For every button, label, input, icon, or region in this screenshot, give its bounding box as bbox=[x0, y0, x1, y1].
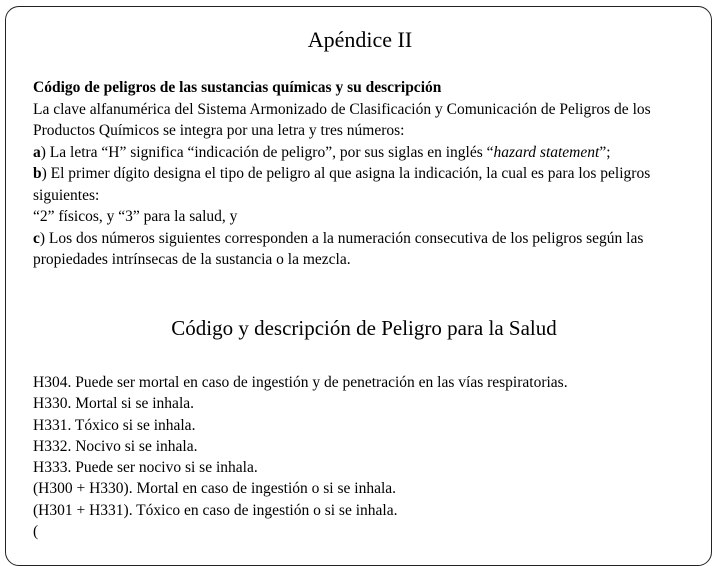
item-a bbox=[33, 142, 693, 164]
intro-block bbox=[33, 77, 693, 271]
item-c bbox=[33, 228, 693, 271]
item-a-marker: a bbox=[33, 143, 41, 161]
item-c-text: ) Los dos números siguientes corresponden a la numeración consecutiva de los peligros según las propiedades intrínsecas de la sustancia o la mezcla. bbox=[33, 229, 644, 268]
intro-heading: Código de peligros de las sustancias químicas y su descripción bbox=[33, 79, 442, 96]
list-item: H331. Tóxico si se inhala. bbox=[33, 416, 196, 434]
section-title: Código y descripción de Peligro para la Salud bbox=[171, 316, 557, 340]
list-item: H330. Mortal si se inhala. bbox=[33, 395, 195, 413]
intro-paragraph: La clave alfanumérica del Sistema Armonizado de Clasificación y Comunicación de Peligros de los Productos Químicos se integra por una letra y tres números: bbox=[33, 100, 651, 139]
list-item: ( bbox=[33, 523, 39, 541]
list-item: H304. Puede ser mortal en caso de ingestión y de penetración en las vías respiratorias. bbox=[33, 374, 568, 391]
hazard-code-list bbox=[33, 372, 703, 542]
item-a-end: ”; bbox=[599, 143, 611, 161]
list-item: (H301 + H331). Tóxico en caso de ingestión o si se inhala. bbox=[33, 501, 398, 519]
item-b-text: ) El primer dígito designa el tipo de peligro al que asigna la indicación, la cual es para los peligros siguientes: bbox=[33, 165, 651, 204]
appendix-title: Apéndice II bbox=[307, 27, 413, 52]
list-item: H333. Puede ser nocivo si se inhala. bbox=[33, 459, 258, 477]
list-item: (H300 + H330). Mortal en caso de ingestión o si se inhala. bbox=[33, 480, 397, 498]
item-b-marker: b bbox=[33, 165, 42, 182]
item-a-italic: hazard statement bbox=[493, 143, 600, 161]
item-a-text: ) La letra “H” significa “indicación de peligro”, por sus siglas en inglés “ bbox=[40, 143, 494, 161]
item-c-marker: c bbox=[33, 229, 40, 247]
item-b bbox=[33, 163, 693, 206]
list-item: H332. Nocivo si se inhala. bbox=[33, 437, 198, 455]
item-b-values: “2” físicos, y “3” para la salud, y bbox=[33, 208, 238, 225]
